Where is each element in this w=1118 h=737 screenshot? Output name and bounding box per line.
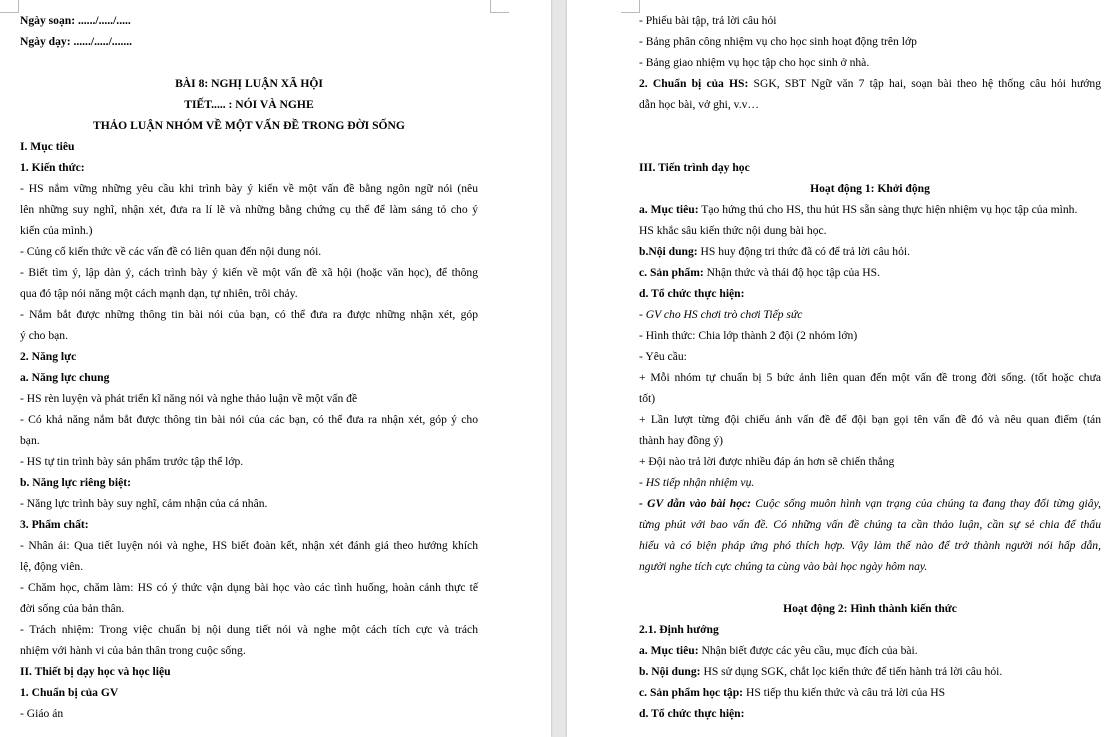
text-line: - Nắm bắt được những thông tin bài nói của bạn, có thể đưa ra được những nhận xét, góp [20,308,478,321]
text-line: thành hay đồng ý) [639,434,724,447]
text-line: ý cho bạn. [20,329,68,342]
lesson-period: TIẾT..... : NÓI VÀ NGHE [184,98,314,111]
text-line: tốt) [639,392,656,405]
document-page-left [0,0,551,737]
text-line: - Trách nhiệm: Trong việc chuẩn bị nội dung tiết nói và nghe một cách tích cực và trách [20,623,478,636]
document-page-right [567,0,1118,737]
text-line: - Phiếu bài tập, trả lời câu hỏi [639,14,777,27]
text-line: a. Mục tiêu: Tạo hứng thú cho HS, thu hút HS sẵn sàng thực hiện nhiệm vụ học tập của mình. [639,203,1078,216]
text-line: c. Sản phẩm học tập: HS tiếp thu kiến thức và câu trả lời của HS [639,686,946,699]
text-line: 2. Chuẩn bị của HS: SGK, SBT Ngữ văn 7 tập hai, soạn bài theo hệ thống câu hỏi hướng [639,77,1101,90]
section-heading: II. Thiết bị dạy học và học liệu [20,665,171,678]
text-line: - GV cho HS chơi trò chơi Tiếp sức [639,308,803,321]
corner-mark [0,0,19,13]
text-line: - Bảng giao nhiệm vụ học tập cho học sinh ở nhà. [639,56,870,69]
text-line: - Bảng phân công nhiệm vụ cho học sinh hoạt động trên lớp [639,35,917,48]
text-line: qua đó tập nói năng một cách mạnh dạn, tự nhiên, trôi chảy. [20,287,298,300]
text-line: c. Sản phẩm: Nhận thức và thái độ học tập của HS. [639,266,881,279]
text-line: lên những suy nghĩ, nhận xét, đưa ra lí lẽ và những bằng chứng cụ thể để làm sáng tỏ cho ý [20,203,478,216]
text-line: - GV dẫn vào bài học: Cuộc sống muôn hình vạn trạng của chúng ta đang thay đổi từng giây, [639,497,1101,510]
subsection-heading: d. Tổ chức thực hiện: [639,707,745,720]
corner-mark [490,0,509,13]
text-line: - HS tiếp nhận nhiệm vụ. [639,476,755,489]
text-line: từng phút với bao vấn đề. Có những vấn đề chúng ta cần thảo luận, cần sự sẻ chia để thấu [639,518,1101,531]
text-line: đời sống của bản thân. [20,602,125,615]
subsection-heading: 2. Năng lực [20,350,77,363]
subsection-heading: b. Năng lực riêng biệt: [20,476,131,489]
lesson-topic: THẢO LUẬN NHÓM VỀ MỘT VẤN ĐỀ TRONG ĐỜI SỐNG [93,119,405,132]
text-line: bạn. [20,434,40,447]
lesson-title: BÀI 8: NGHỊ LUẬN XÃ HỘI [175,77,323,90]
text-line: - HS rèn luyện và phát triển kĩ năng nói và nghe thảo luận về một vấn đề [20,392,358,405]
text-line: + Lần lượt từng đội chiếu ảnh vấn đề để đội bạn gọi tên vấn đề đó và nêu quan điểm (tán [639,413,1101,426]
subsection-heading: 1. Chuẩn bị của GV [20,686,119,699]
text-line: - Giáo án [20,707,64,720]
subsection-heading: 1. Kiến thức: [20,161,85,174]
text-line: - Yêu cầu: [639,350,687,363]
text-line: - Củng cố kiến thức về các vấn đề có liên quan đến nội dung nói. [20,245,322,258]
section-heading: III. Tiến trình dạy học [639,161,750,174]
text-line: b. Nội dung: HS sử dụng SGK, chắt lọc kiến thức để tiến hành trả lời câu hỏi. [639,665,1003,678]
text-line: - HS tự tin trình bày sản phẩm trước tập thể lớp. [20,455,244,468]
activity-heading: Hoạt động 1: Khởi động [810,182,930,195]
text-line: + Mỗi nhóm tự chuẩn bị 5 bức ảnh liên quan đến một vấn đề trong đời sống. (tốt hoặc chưa [639,371,1101,384]
text-line: HS khắc sâu kiến thức nội dung bài học. [639,224,827,237]
text-line: b.Nội dung: HS huy động tri thức đã có để trả lời câu hỏi. [639,245,911,258]
ngay-soan: Ngày soạn: ....../...../..... [20,14,131,27]
text-line: - Chăm học, chăm làm: HS có ý thức vận dụng bài học vào các tình huống, hoàn cảnh thực tế [20,581,478,594]
text-line: - Có khả năng nắm bắt được thông tin bài nói của các bạn, có thể đưa ra nhận xét, góp ý cho [20,413,478,426]
text-line: - Nhân ái: Qua tiết luyện nói và nghe, HS biết đoàn kết, nhận xét đánh giá theo hướng khích [20,539,478,552]
activity-heading: Hoạt động 2: Hình thành kiến thức [783,602,957,615]
text-line: - Hình thức: Chia lớp thành 2 đội (2 nhóm lớn) [639,329,858,342]
text-line: lệ, động viên. [20,560,84,573]
text-line: nhiệm với hành vi của bản thân trong cuộc sống. [20,644,246,657]
section-heading: I. Mục tiêu [20,140,75,153]
corner-mark [621,0,640,13]
text-line: + Đội nào trả lời được nhiều đáp án hơn sẽ chiến thắng [639,455,895,468]
subsection-heading: 2.1. Định hướng [639,623,719,636]
text-line: - HS nắm vững những yêu cầu khi trình bày ý kiến về một vấn đề bằng ngôn ngữ nói (nêu [20,182,478,195]
subsection-heading: d. Tổ chức thực hiện: [639,287,745,300]
subsection-heading: 3. Phẩm chất: [20,518,89,531]
text-line: người nghe tích cực chúng ta cùng vào bài học ngày hôm nay. [639,560,928,573]
text-line: a. Mục tiêu: Nhận biết được các yêu cầu, mục đích của bài. [639,644,918,657]
subsection-heading: a. Năng lực chung [20,371,110,384]
text-line: - Biết tìm ý, lập dàn ý, cách trình bày ý kiến về một vấn đề xã hội (hoặc văn học), để thông [20,266,478,279]
text-line: hiểu và có biện pháp ứng phó thích hợp. Vậy làm thế nào để trở thành người nói hấp dẫn, [639,539,1101,552]
ngay-day: Ngày dạy: ....../...../....... [20,35,133,48]
text-line: - Năng lực trình bày suy nghĩ, cảm nhận của cá nhân. [20,497,268,510]
text-line: dẫn học bài, vở ghi, v.v… [639,98,760,111]
text-line: kiến của mình.) [20,224,93,237]
